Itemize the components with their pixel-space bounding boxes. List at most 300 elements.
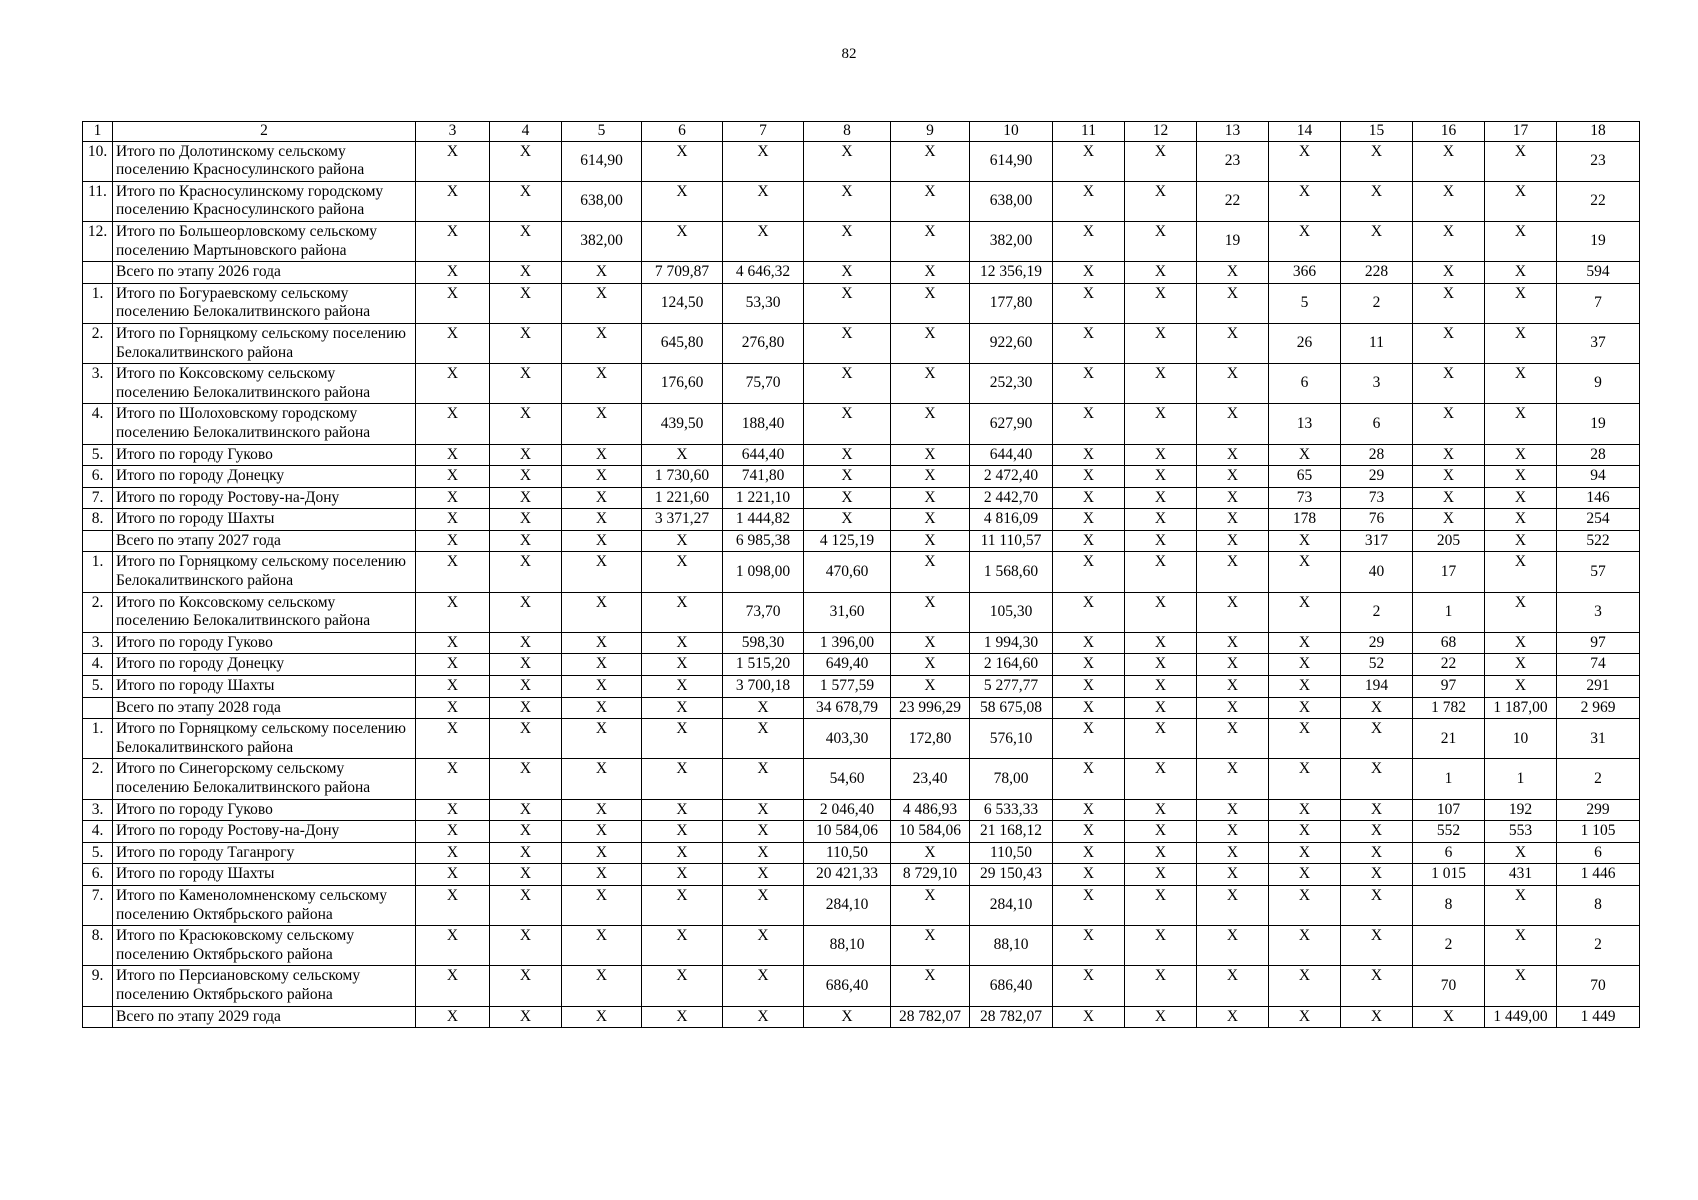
- value-cell: X: [1197, 1006, 1269, 1028]
- table-row: [83, 466, 1640, 488]
- value-cell: X: [562, 262, 642, 284]
- value-cell: X: [416, 181, 490, 221]
- value-cell: 31,60: [804, 592, 891, 632]
- value-cell: X: [1269, 719, 1341, 759]
- value-cell: 431: [1485, 864, 1557, 886]
- value-cell: X: [1485, 885, 1557, 925]
- value-cell: X: [642, 444, 723, 466]
- value-cell: 1 221,10: [723, 487, 804, 509]
- value-cell: X: [490, 1006, 562, 1028]
- value-cell: X: [416, 530, 490, 552]
- value-cell: 382,00: [970, 221, 1053, 261]
- value-cell: X: [642, 530, 723, 552]
- value-cell: 28 782,07: [891, 1006, 970, 1028]
- value-cell: X: [1053, 466, 1125, 488]
- value-cell: X: [416, 1006, 490, 1028]
- value-cell: 576,10: [970, 719, 1053, 759]
- value-cell: X: [891, 323, 970, 363]
- value-cell: X: [1413, 262, 1485, 284]
- value-cell: 5 277,77: [970, 676, 1053, 698]
- value-cell: X: [1053, 323, 1125, 363]
- value-cell: X: [416, 592, 490, 632]
- table-row: [83, 283, 1640, 323]
- value-cell: X: [1197, 466, 1269, 488]
- value-cell: X: [1125, 1006, 1197, 1028]
- value-cell: X: [1485, 530, 1557, 552]
- value-cell: X: [490, 283, 562, 323]
- header-cell: 3: [416, 122, 490, 142]
- value-cell: 291: [1557, 676, 1640, 698]
- value-cell: X: [562, 842, 642, 864]
- value-cell: X: [416, 552, 490, 592]
- value-cell: X: [1413, 466, 1485, 488]
- value-cell: 3 700,18: [723, 676, 804, 698]
- table-row: [83, 592, 1640, 632]
- row-name-cell: Итого по Синегорскому сельскому поселению Белокалитвинского района: [113, 759, 416, 799]
- value-cell: X: [1125, 509, 1197, 531]
- row-name-cell: Всего по этапу 2029 года: [113, 1006, 416, 1028]
- value-cell: 73: [1269, 487, 1341, 509]
- value-cell: X: [562, 632, 642, 654]
- row-name-cell: Всего по этапу 2028 года: [113, 697, 416, 719]
- value-cell: X: [723, 697, 804, 719]
- value-cell: 2: [1557, 759, 1640, 799]
- value-cell: X: [416, 719, 490, 759]
- value-cell: X: [1053, 885, 1125, 925]
- value-cell: X: [723, 221, 804, 261]
- value-cell: X: [416, 283, 490, 323]
- value-cell: X: [562, 466, 642, 488]
- row-name-cell: Итого по городу Шахты: [113, 676, 416, 698]
- value-cell: 28 782,07: [970, 1006, 1053, 1028]
- value-cell: 73: [1341, 487, 1413, 509]
- value-cell: X: [490, 444, 562, 466]
- value-cell: X: [642, 799, 723, 821]
- value-cell: X: [490, 181, 562, 221]
- row-number-cell: 7.: [83, 885, 113, 925]
- value-cell: X: [1269, 632, 1341, 654]
- row-number-cell: 2.: [83, 323, 113, 363]
- value-cell: 11: [1341, 323, 1413, 363]
- value-cell: X: [1125, 141, 1197, 181]
- value-cell: X: [1413, 141, 1485, 181]
- header-cell: 1: [83, 122, 113, 142]
- table-row: [83, 885, 1640, 925]
- value-cell: X: [562, 487, 642, 509]
- value-cell: X: [1413, 1006, 1485, 1028]
- value-cell: X: [1485, 364, 1557, 404]
- value-cell: X: [1125, 719, 1197, 759]
- value-cell: 28: [1341, 444, 1413, 466]
- value-cell: X: [1341, 697, 1413, 719]
- value-cell: 1 105: [1557, 821, 1640, 843]
- value-cell: 2: [1341, 592, 1413, 632]
- value-cell: X: [1197, 283, 1269, 323]
- row-number-cell: 8.: [83, 509, 113, 531]
- table-row: [83, 444, 1640, 466]
- value-cell: X: [642, 926, 723, 966]
- value-cell: X: [1197, 262, 1269, 284]
- value-cell: 439,50: [642, 404, 723, 444]
- value-cell: X: [1197, 799, 1269, 821]
- value-cell: X: [1269, 141, 1341, 181]
- value-cell: X: [1341, 759, 1413, 799]
- value-cell: X: [490, 632, 562, 654]
- value-cell: X: [1269, 885, 1341, 925]
- value-cell: 553: [1485, 821, 1557, 843]
- value-cell: 124,50: [642, 283, 723, 323]
- table-row: [83, 759, 1640, 799]
- value-cell: 31: [1557, 719, 1640, 759]
- table-row: [83, 552, 1640, 592]
- value-cell: 644,40: [970, 444, 1053, 466]
- value-cell: 19: [1197, 221, 1269, 261]
- value-cell: X: [1197, 842, 1269, 864]
- value-cell: X: [1269, 799, 1341, 821]
- value-cell: X: [891, 141, 970, 181]
- value-cell: X: [1125, 283, 1197, 323]
- value-cell: X: [891, 221, 970, 261]
- row-name-cell: Итого по городу Шахты: [113, 864, 416, 886]
- value-cell: X: [1197, 966, 1269, 1006]
- header-cell: 10: [970, 122, 1053, 142]
- value-cell: 73,70: [723, 592, 804, 632]
- value-cell: 29: [1341, 632, 1413, 654]
- value-cell: X: [490, 759, 562, 799]
- table-row: [83, 141, 1640, 181]
- row-number-cell: 3.: [83, 364, 113, 404]
- value-cell: X: [1053, 759, 1125, 799]
- value-cell: X: [1341, 842, 1413, 864]
- value-cell: X: [1269, 676, 1341, 698]
- value-cell: 2: [1413, 926, 1485, 966]
- header-cell: 8: [804, 122, 891, 142]
- value-cell: X: [642, 676, 723, 698]
- row-name-cell: Итого по городу Ростову-на-Дону: [113, 487, 416, 509]
- row-name-cell: Итого по Горняцкому сельскому поселению Белокалитвинского района: [113, 323, 416, 363]
- value-cell: 1: [1413, 759, 1485, 799]
- row-name-cell: Итого по Коксовскому сельскому поселению Белокалитвинского района: [113, 592, 416, 632]
- value-cell: X: [642, 592, 723, 632]
- value-cell: 1 782: [1413, 697, 1485, 719]
- value-cell: 686,40: [804, 966, 891, 1006]
- value-cell: 10 584,06: [804, 821, 891, 843]
- table-row: [83, 509, 1640, 531]
- value-cell: 34 678,79: [804, 697, 891, 719]
- value-cell: X: [1125, 966, 1197, 1006]
- value-cell: 3: [1557, 592, 1640, 632]
- value-cell: 1 098,00: [723, 552, 804, 592]
- value-cell: X: [562, 552, 642, 592]
- row-number-cell: 6.: [83, 466, 113, 488]
- value-cell: X: [490, 364, 562, 404]
- value-cell: 23: [1197, 141, 1269, 181]
- value-cell: X: [1125, 487, 1197, 509]
- value-cell: X: [416, 799, 490, 821]
- value-cell: 70: [1413, 966, 1485, 1006]
- value-cell: 13: [1269, 404, 1341, 444]
- data-table: [82, 121, 1640, 1028]
- value-cell: X: [1197, 530, 1269, 552]
- value-cell: X: [416, 864, 490, 886]
- value-cell: X: [891, 487, 970, 509]
- value-cell: 75,70: [723, 364, 804, 404]
- header-cell: 12: [1125, 122, 1197, 142]
- value-cell: X: [416, 966, 490, 1006]
- value-cell: X: [1341, 141, 1413, 181]
- value-cell: X: [1485, 323, 1557, 363]
- value-cell: 12 356,19: [970, 262, 1053, 284]
- value-cell: X: [804, 323, 891, 363]
- value-cell: X: [891, 466, 970, 488]
- value-cell: X: [1053, 181, 1125, 221]
- row-number-cell: 12.: [83, 221, 113, 261]
- value-cell: X: [1485, 926, 1557, 966]
- value-cell: X: [562, 404, 642, 444]
- value-cell: X: [416, 262, 490, 284]
- value-cell: X: [1269, 821, 1341, 843]
- value-cell: 22: [1413, 654, 1485, 676]
- value-cell: 403,30: [804, 719, 891, 759]
- value-cell: X: [490, 592, 562, 632]
- value-cell: 17: [1413, 552, 1485, 592]
- value-cell: X: [1269, 552, 1341, 592]
- value-cell: 194: [1341, 676, 1413, 698]
- value-cell: 614,90: [562, 141, 642, 181]
- value-cell: X: [1125, 885, 1197, 925]
- value-cell: X: [562, 966, 642, 1006]
- value-cell: X: [490, 262, 562, 284]
- value-cell: X: [562, 444, 642, 466]
- value-cell: 22: [1557, 181, 1640, 221]
- value-cell: 10 584,06: [891, 821, 970, 843]
- value-cell: X: [1053, 719, 1125, 759]
- value-cell: X: [891, 530, 970, 552]
- value-cell: X: [1197, 487, 1269, 509]
- value-cell: X: [1053, 632, 1125, 654]
- value-cell: X: [1125, 221, 1197, 261]
- value-cell: 8 729,10: [891, 864, 970, 886]
- value-cell: X: [416, 654, 490, 676]
- value-cell: X: [490, 141, 562, 181]
- value-cell: X: [1053, 697, 1125, 719]
- value-cell: X: [490, 697, 562, 719]
- value-cell: X: [1341, 181, 1413, 221]
- value-cell: 1 444,82: [723, 509, 804, 531]
- value-cell: 6: [1413, 842, 1485, 864]
- row-name-cell: Итого по городу Гуково: [113, 799, 416, 821]
- value-cell: X: [642, 221, 723, 261]
- value-cell: 382,00: [562, 221, 642, 261]
- header-cell: 6: [642, 122, 723, 142]
- value-cell: X: [891, 364, 970, 404]
- value-cell: X: [1125, 632, 1197, 654]
- value-cell: X: [642, 632, 723, 654]
- value-cell: X: [490, 966, 562, 1006]
- value-cell: X: [490, 466, 562, 488]
- value-cell: X: [1125, 676, 1197, 698]
- value-cell: 19: [1557, 221, 1640, 261]
- value-cell: 205: [1413, 530, 1485, 552]
- value-cell: 58 675,08: [970, 697, 1053, 719]
- value-cell: 97: [1413, 676, 1485, 698]
- value-cell: 23: [1557, 141, 1640, 181]
- value-cell: X: [416, 842, 490, 864]
- row-number-cell: 11.: [83, 181, 113, 221]
- value-cell: X: [1269, 842, 1341, 864]
- value-cell: X: [723, 885, 804, 925]
- value-cell: 6 533,33: [970, 799, 1053, 821]
- value-cell: X: [1485, 552, 1557, 592]
- value-cell: X: [1341, 221, 1413, 261]
- value-cell: X: [416, 821, 490, 843]
- row-number-cell: 4.: [83, 404, 113, 444]
- value-cell: X: [1125, 466, 1197, 488]
- value-cell: X: [723, 926, 804, 966]
- value-cell: X: [1125, 444, 1197, 466]
- value-cell: X: [416, 141, 490, 181]
- value-cell: 20 421,33: [804, 864, 891, 886]
- value-cell: 7 709,87: [642, 262, 723, 284]
- row-name-cell: Итого по Горняцкому сельскому поселению Белокалитвинского района: [113, 552, 416, 592]
- row-number-cell: [83, 697, 113, 719]
- value-cell: X: [1053, 283, 1125, 323]
- row-number-cell: 4.: [83, 821, 113, 843]
- table-row: [83, 323, 1640, 363]
- value-cell: X: [642, 759, 723, 799]
- value-cell: X: [562, 530, 642, 552]
- value-cell: 638,00: [970, 181, 1053, 221]
- value-cell: X: [1197, 697, 1269, 719]
- value-cell: X: [1053, 552, 1125, 592]
- value-cell: X: [1053, 592, 1125, 632]
- table-row: [83, 799, 1640, 821]
- value-cell: X: [1197, 885, 1269, 925]
- value-cell: X: [1125, 759, 1197, 799]
- value-cell: X: [804, 262, 891, 284]
- value-cell: 57: [1557, 552, 1640, 592]
- value-cell: X: [1053, 926, 1125, 966]
- value-cell: X: [1269, 530, 1341, 552]
- value-cell: X: [562, 323, 642, 363]
- value-cell: X: [1125, 262, 1197, 284]
- value-cell: 2 046,40: [804, 799, 891, 821]
- value-cell: X: [642, 885, 723, 925]
- value-cell: X: [562, 654, 642, 676]
- value-cell: 614,90: [970, 141, 1053, 181]
- value-cell: 1 449,00: [1485, 1006, 1557, 1028]
- value-cell: X: [891, 592, 970, 632]
- value-cell: X: [1341, 799, 1413, 821]
- value-cell: X: [891, 283, 970, 323]
- value-cell: 29 150,43: [970, 864, 1053, 886]
- value-cell: 178: [1269, 509, 1341, 531]
- value-cell: 6: [1269, 364, 1341, 404]
- value-cell: X: [1053, 509, 1125, 531]
- value-cell: 2: [1557, 926, 1640, 966]
- value-cell: X: [1413, 323, 1485, 363]
- value-cell: X: [490, 676, 562, 698]
- value-cell: X: [490, 509, 562, 531]
- row-name-cell: Итого по Красносулинскому городскому поселению Красносулинского района: [113, 181, 416, 221]
- value-cell: X: [1485, 466, 1557, 488]
- value-cell: X: [891, 552, 970, 592]
- header-cell: 4: [490, 122, 562, 142]
- value-cell: X: [1053, 676, 1125, 698]
- value-cell: X: [1269, 221, 1341, 261]
- value-cell: X: [1413, 404, 1485, 444]
- value-cell: X: [1485, 444, 1557, 466]
- value-cell: X: [1413, 181, 1485, 221]
- value-cell: 1 515,20: [723, 654, 804, 676]
- row-number-cell: 1.: [83, 552, 113, 592]
- header-cell: 5: [562, 122, 642, 142]
- value-cell: X: [1125, 926, 1197, 966]
- value-cell: 470,60: [804, 552, 891, 592]
- value-cell: X: [416, 466, 490, 488]
- value-cell: X: [1413, 487, 1485, 509]
- row-number-cell: 5.: [83, 444, 113, 466]
- value-cell: 1 994,30: [970, 632, 1053, 654]
- header-cell: 13: [1197, 122, 1269, 142]
- value-cell: X: [1053, 799, 1125, 821]
- value-cell: 76: [1341, 509, 1413, 531]
- value-cell: X: [490, 926, 562, 966]
- value-cell: X: [1485, 283, 1557, 323]
- value-cell: X: [562, 676, 642, 698]
- value-cell: X: [642, 1006, 723, 1028]
- value-cell: X: [416, 364, 490, 404]
- value-cell: X: [1197, 926, 1269, 966]
- value-cell: X: [723, 759, 804, 799]
- value-cell: X: [562, 926, 642, 966]
- value-cell: X: [490, 552, 562, 592]
- value-cell: 7: [1557, 283, 1640, 323]
- row-number-cell: 10.: [83, 141, 113, 181]
- table-row: [83, 654, 1640, 676]
- value-cell: X: [1197, 864, 1269, 886]
- value-cell: X: [490, 842, 562, 864]
- row-name-cell: Итого по городу Донецку: [113, 466, 416, 488]
- table-row: [83, 926, 1640, 966]
- row-number-cell: 3.: [83, 632, 113, 654]
- value-cell: X: [642, 697, 723, 719]
- value-cell: X: [723, 141, 804, 181]
- value-cell: 52: [1341, 654, 1413, 676]
- value-cell: 23,40: [891, 759, 970, 799]
- value-cell: X: [1341, 864, 1413, 886]
- value-cell: 594: [1557, 262, 1640, 284]
- row-name-cell: Итого по городу Донецку: [113, 654, 416, 676]
- value-cell: 1: [1413, 592, 1485, 632]
- value-cell: 366: [1269, 262, 1341, 284]
- value-cell: X: [562, 864, 642, 886]
- value-cell: 192: [1485, 799, 1557, 821]
- row-number-cell: [83, 262, 113, 284]
- value-cell: X: [490, 719, 562, 759]
- row-name-cell: Итого по Персиановскому сельскому поселению Октябрьского района: [113, 966, 416, 1006]
- value-cell: X: [1341, 719, 1413, 759]
- value-cell: 649,40: [804, 654, 891, 676]
- value-cell: X: [723, 966, 804, 1006]
- value-cell: X: [804, 181, 891, 221]
- value-cell: 78,00: [970, 759, 1053, 799]
- value-cell: X: [562, 697, 642, 719]
- value-cell: 146: [1557, 487, 1640, 509]
- value-cell: 110,50: [804, 842, 891, 864]
- value-cell: X: [1197, 676, 1269, 698]
- row-number-cell: 5.: [83, 676, 113, 698]
